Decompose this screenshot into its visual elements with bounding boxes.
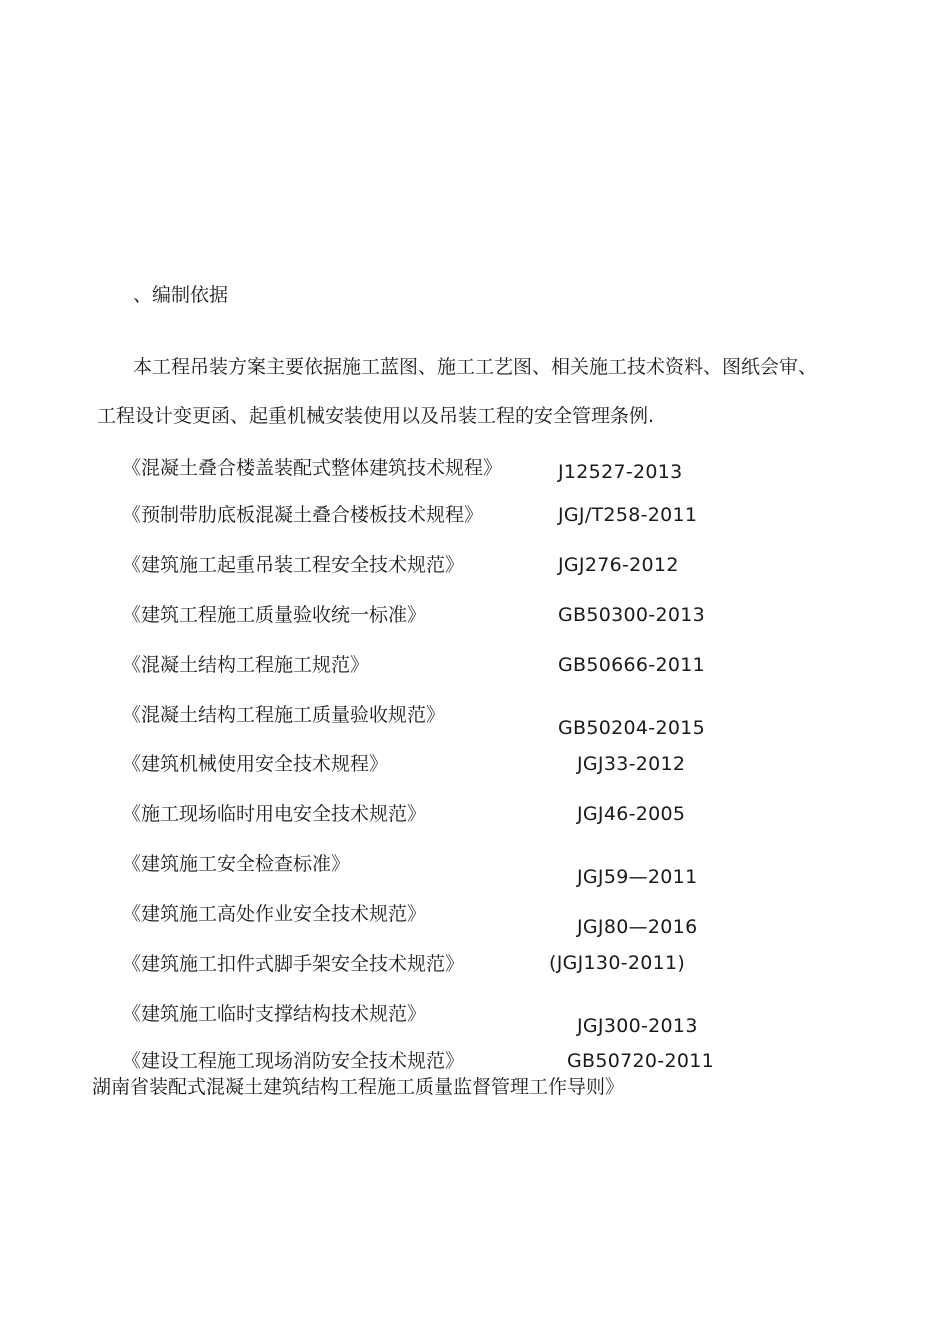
closing-standard-line: 湖南省装配式混凝土建筑结构工程施工质量监督管理工作导则》: [92, 1076, 625, 1098]
standard-name: 《预制带肋底板混凝土叠合楼板技术规程》: [122, 504, 484, 526]
standard-name: 《建筑施工扣件式脚手架安全技术规范》: [122, 953, 465, 975]
intro-paragraph-line-1: 本工程吊装方案主要依据施工蓝图、施工工艺图、相关施工技术资料、图纸会审、: [133, 356, 818, 378]
standard-code: GB50300-2013: [558, 604, 706, 626]
standard-name: 《混凝土结构工程施工质量验收规范》: [122, 704, 446, 726]
standard-name: 《建筑施工安全检查标准》: [122, 853, 351, 875]
standard-code: JGJ/T258-2011: [558, 504, 698, 526]
standard-code: JGJ276-2012: [558, 554, 679, 576]
standard-name: 《混凝土结构工程施工规范》: [122, 654, 370, 676]
standard-name: 《建筑施工高处作业安全技术规范》: [122, 903, 427, 925]
standard-code: JGJ59—2011: [577, 866, 698, 888]
standard-code: JGJ80—2016: [577, 916, 698, 938]
section-heading: 、编制依据: [133, 284, 229, 306]
standard-code: GB50204-2015: [558, 717, 706, 739]
intro-paragraph-line-2: 工程设计变更函、起重机械安装使用以及吊装工程的安全管理条例.: [97, 405, 655, 427]
standard-name: 《施工现场临时用电安全技术规范》: [122, 803, 427, 825]
standard-code: GB50666-2011: [558, 654, 706, 676]
standard-name: 《建筑施工临时支撑结构技术规范》: [122, 1003, 427, 1025]
standard-code: JGJ300-2013: [577, 1015, 698, 1037]
standard-code: JGJ46-2005: [577, 803, 686, 825]
standard-code: J12527-2013: [558, 461, 683, 483]
standard-code: JGJ33-2012: [577, 753, 686, 775]
standard-code: GB50720-2011: [567, 1050, 715, 1072]
standard-name: 《建筑机械使用安全技术规程》: [122, 753, 389, 775]
standard-code: (JGJ130-2011): [549, 952, 686, 974]
standard-name: 《建筑工程施工质量验收统一标准》: [122, 604, 427, 626]
standard-name: 《混凝土叠合楼盖装配式整体建筑技术规程》: [122, 457, 503, 479]
standard-name: 《建设工程施工现场消防安全技术规范》: [122, 1050, 465, 1072]
standard-name: 《建筑施工起重吊装工程安全技术规范》: [122, 554, 465, 576]
